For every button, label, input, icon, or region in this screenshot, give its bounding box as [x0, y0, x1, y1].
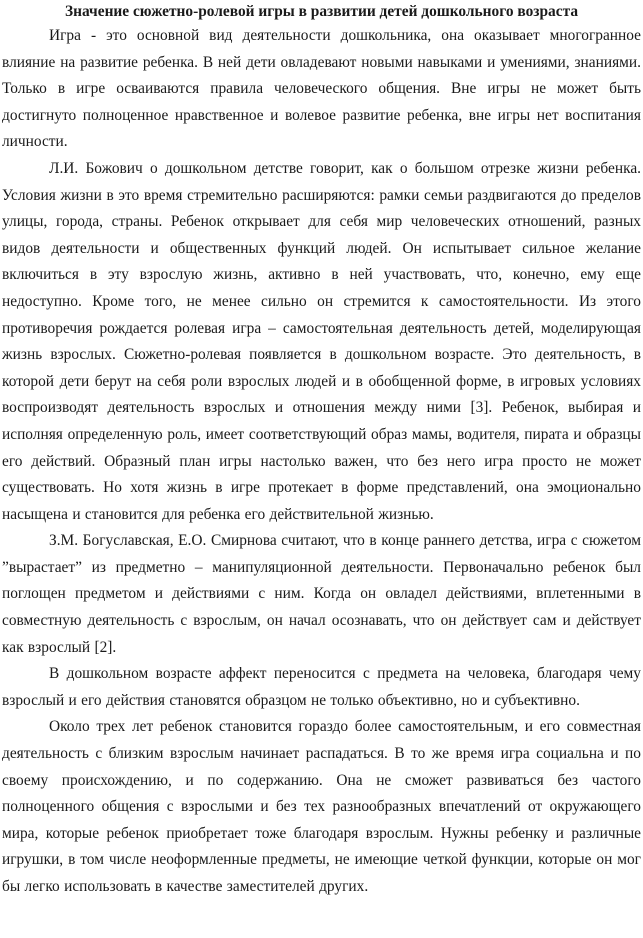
paragraph-5: Около трех лет ребенок становится гораздо более самостоятельным, и его совместная деятельность с близким взрослым начинает распадаться. В то же время игра социальна и по своему происхождению, и по содержанию. Она не сможет развиваться без частого полноценного общения с взрослыми и без тех разнообразных впечатлений от окружающего мира, которые ребенок приобретает тоже благодаря взрослым. Нужны ребенку и различные игрушки, в том числе неоформленные предметы, не имеющие четкой функции, которые он мог бы легко использовать в качестве заместителей других. [2, 718, 641, 895]
paragraph-3: З.М. Богуславская, Е.О. Смирнова считают, что в конце раннего детства, игра с сюжетом ”вырастает” из предметно – манипуляционной деятельности. Первоначально ребенок был поглощен предметом и действиями с ним. Когда он овладел действиями, вплетенными в совместную деятельность с взрослым, он начал осознавать, что он действует сам и действует как взрослый [2]. [2, 532, 641, 656]
document-title: Значение сюжетно-ролевой игры в развитии детей дошкольного возраста [64, 3, 579, 20]
paragraph-1: Игра - это основной вид деятельности дошкольника, она оказывает многогранное влияние на развитие ребенка. В ней дети овладевают новыми навыками и умениями, знаниями. Только в игре осваиваются правила человеческого общения. Вне игры не может быть достигнуто полноценное нравственное и волевое развитие ребенка, вне игры нет воспитания личности. [2, 27, 641, 151]
paragraph-4: В дошкольном возрасте аффект переносится с предмета на человека, благодаря чему взрослый и его действия становятся образцом не только объективно, но и субъективно. [2, 665, 641, 709]
paragraph-2: Л.И. Божович о дошкольном детстве говорит, как о большом отрезке жизни ребенка. Условия жизни в это время стремительно расширяются: рамки семьи раздвигаются до пределов улицы, города, страны. Ребенок открывает для себя мир человеческих отношений, разных видов деятельности и общественных функций людей. Он испытывает сильное желание включиться в эту взрослую жизнь, активно в ней участвовать, что, конечно, ему еще недоступно. Кроме того, не менее сильно он стремится к самостоятельности. Из этого противоречия рождается ролевая игра – самостоятельная деятельность детей, моделирующая жизнь взрослых. Сюжетно-ролевая появляется в дошкольном возрасте. Это деятельность, в которой дети берут на себя роли взрослых людей и в обобщенной форме, в игровых условиях воспроизводят деятельность взрослых и отношения между ними [3]. Ребенок, выбирая и исполняя определенную роль, имеет соответствующий образ мамы, водителя, пирата и образцы его действий. Образный план игры настолько важен, что без него игра просто не может существовать. Но хотя жизнь в игре протекает в форме представлений, она эмоционально насыщена и становится для ребенка его действительной жизнью. [2, 159, 641, 523]
